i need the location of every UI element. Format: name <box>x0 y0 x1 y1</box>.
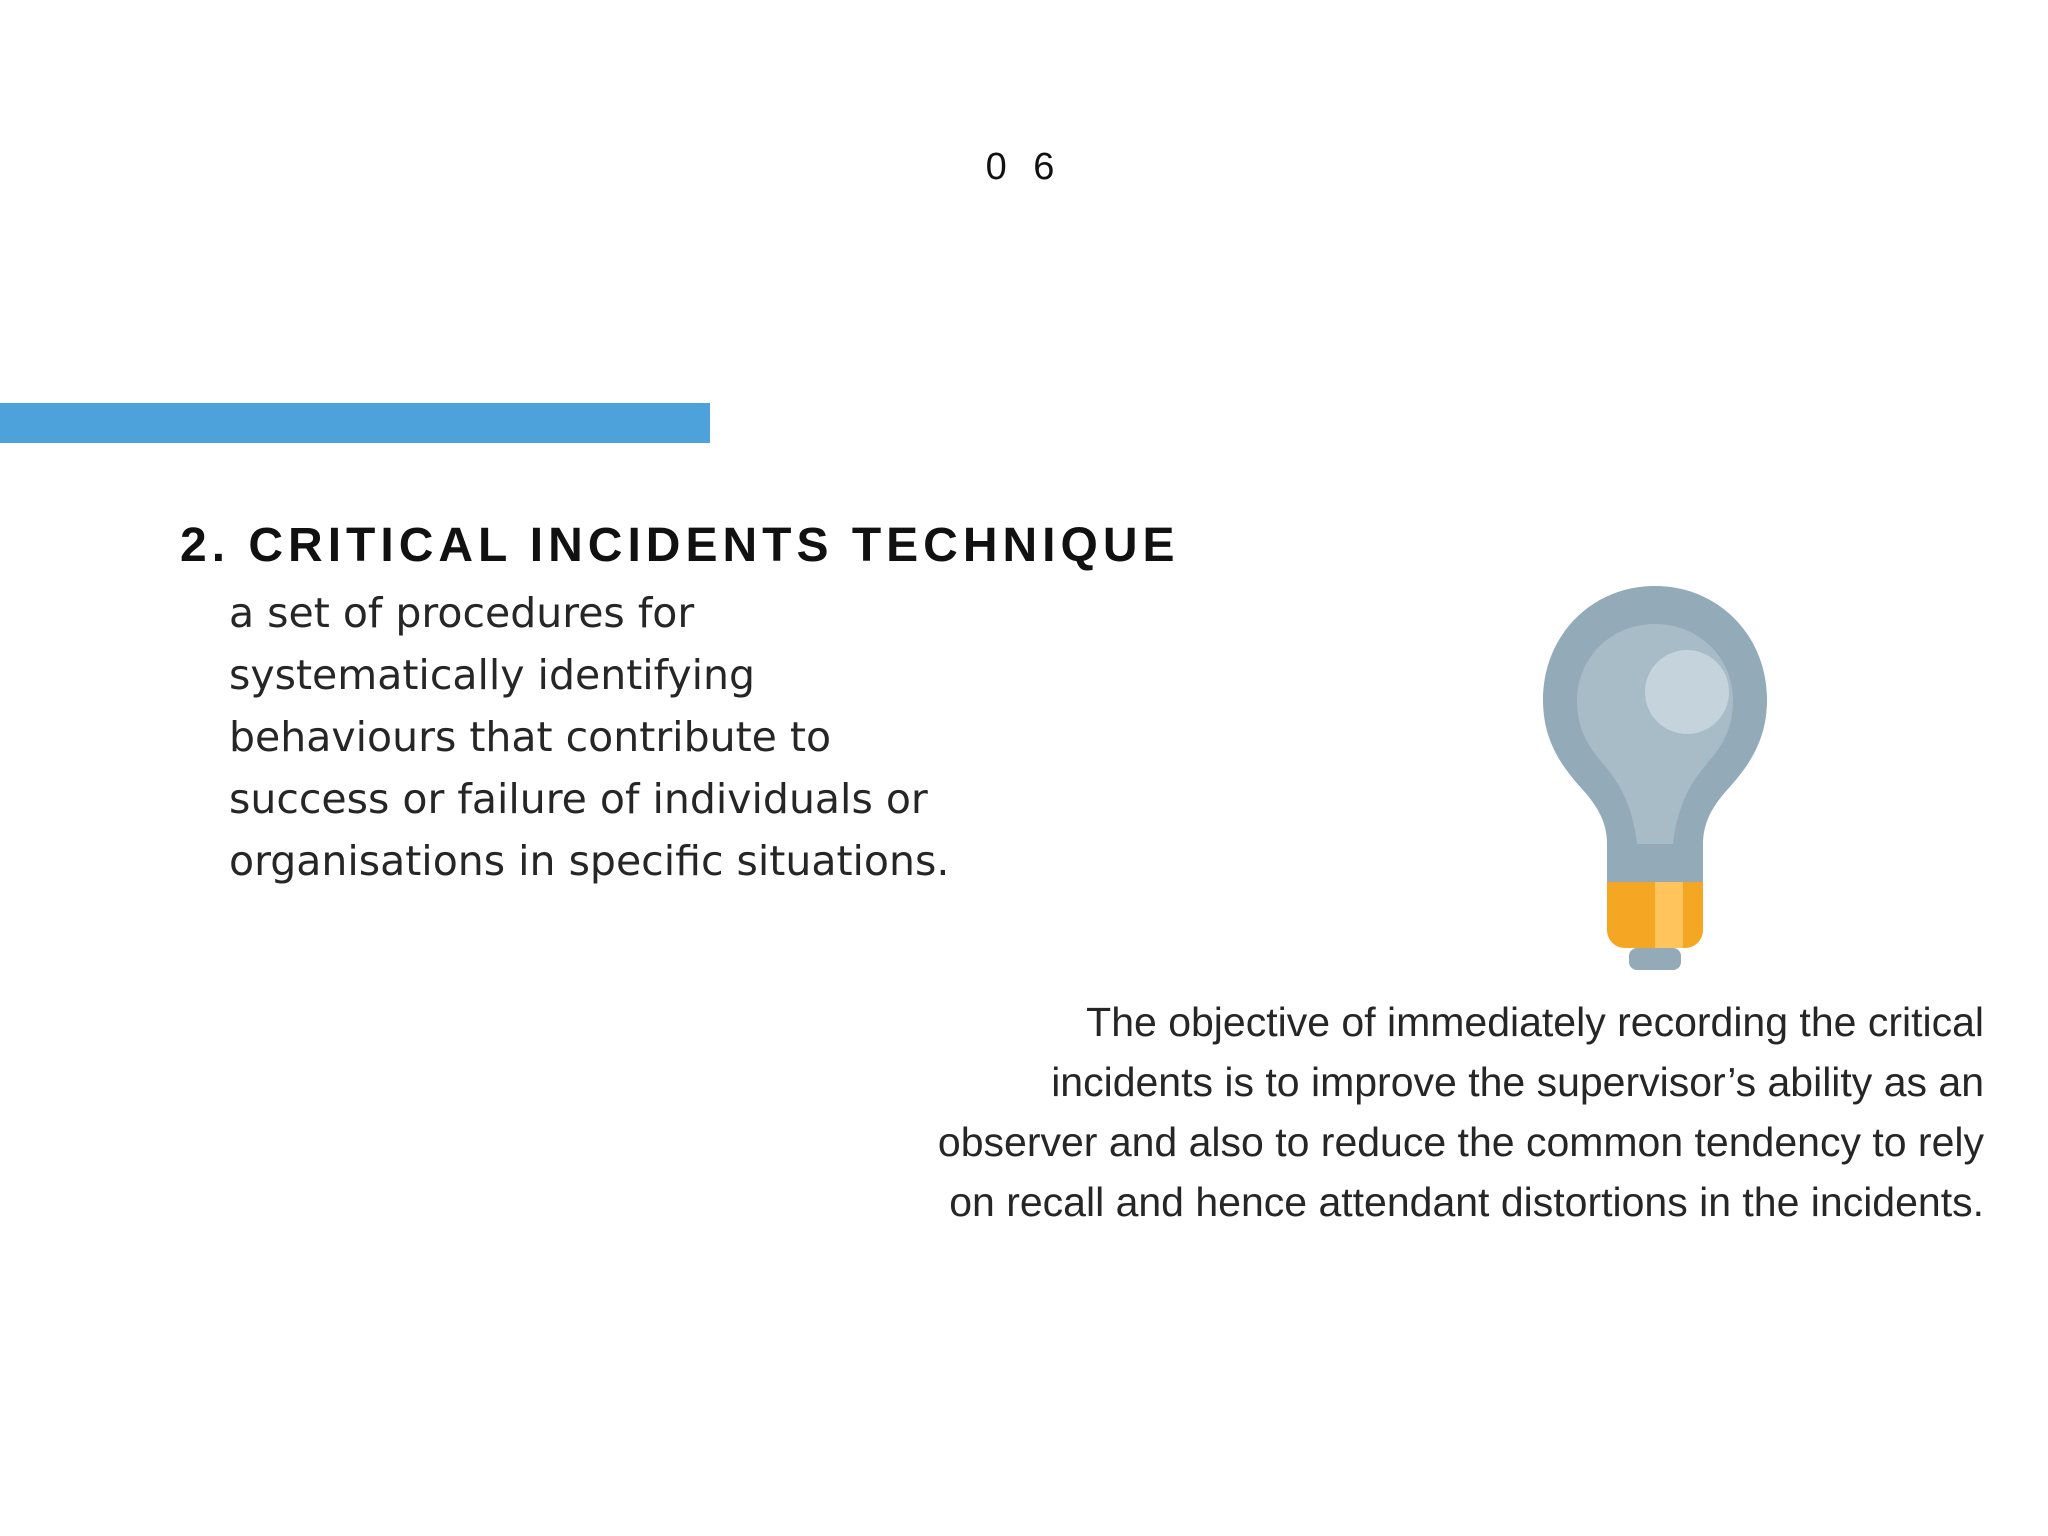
definition-text <box>229 582 989 892</box>
definition-line: systematically identifying <box>229 651 756 699</box>
objective-line: incidents is to improve the supervisor’s ability as an <box>1051 1059 1984 1105</box>
definition-line: a set of procedures for <box>229 589 695 637</box>
definition-line: success or failure of individuals or <box>229 775 928 823</box>
section-title: 2. CRITICAL INCIDENTS TECHNIQUE <box>180 519 1180 572</box>
bulb-base-shine <box>1655 882 1683 948</box>
bulb-highlight <box>1645 650 1729 734</box>
bulb-tip <box>1629 948 1681 970</box>
slide-number: 0 6 <box>985 146 1063 188</box>
definition-line: behaviours that contribute to <box>229 713 832 761</box>
objective-line: The objective of immediately recording the critical <box>1086 999 1984 1045</box>
lightbulb-icon <box>1525 582 1785 972</box>
objective-line: on recall and hence attendant distortions in the incidents. <box>949 1179 1984 1225</box>
objective-line: observer and also to reduce the common tendency to rely <box>937 1119 1984 1165</box>
objective-text <box>860 992 1984 1232</box>
accent-bar <box>0 403 710 443</box>
definition-line: organisations in specific situations. <box>229 837 950 885</box>
